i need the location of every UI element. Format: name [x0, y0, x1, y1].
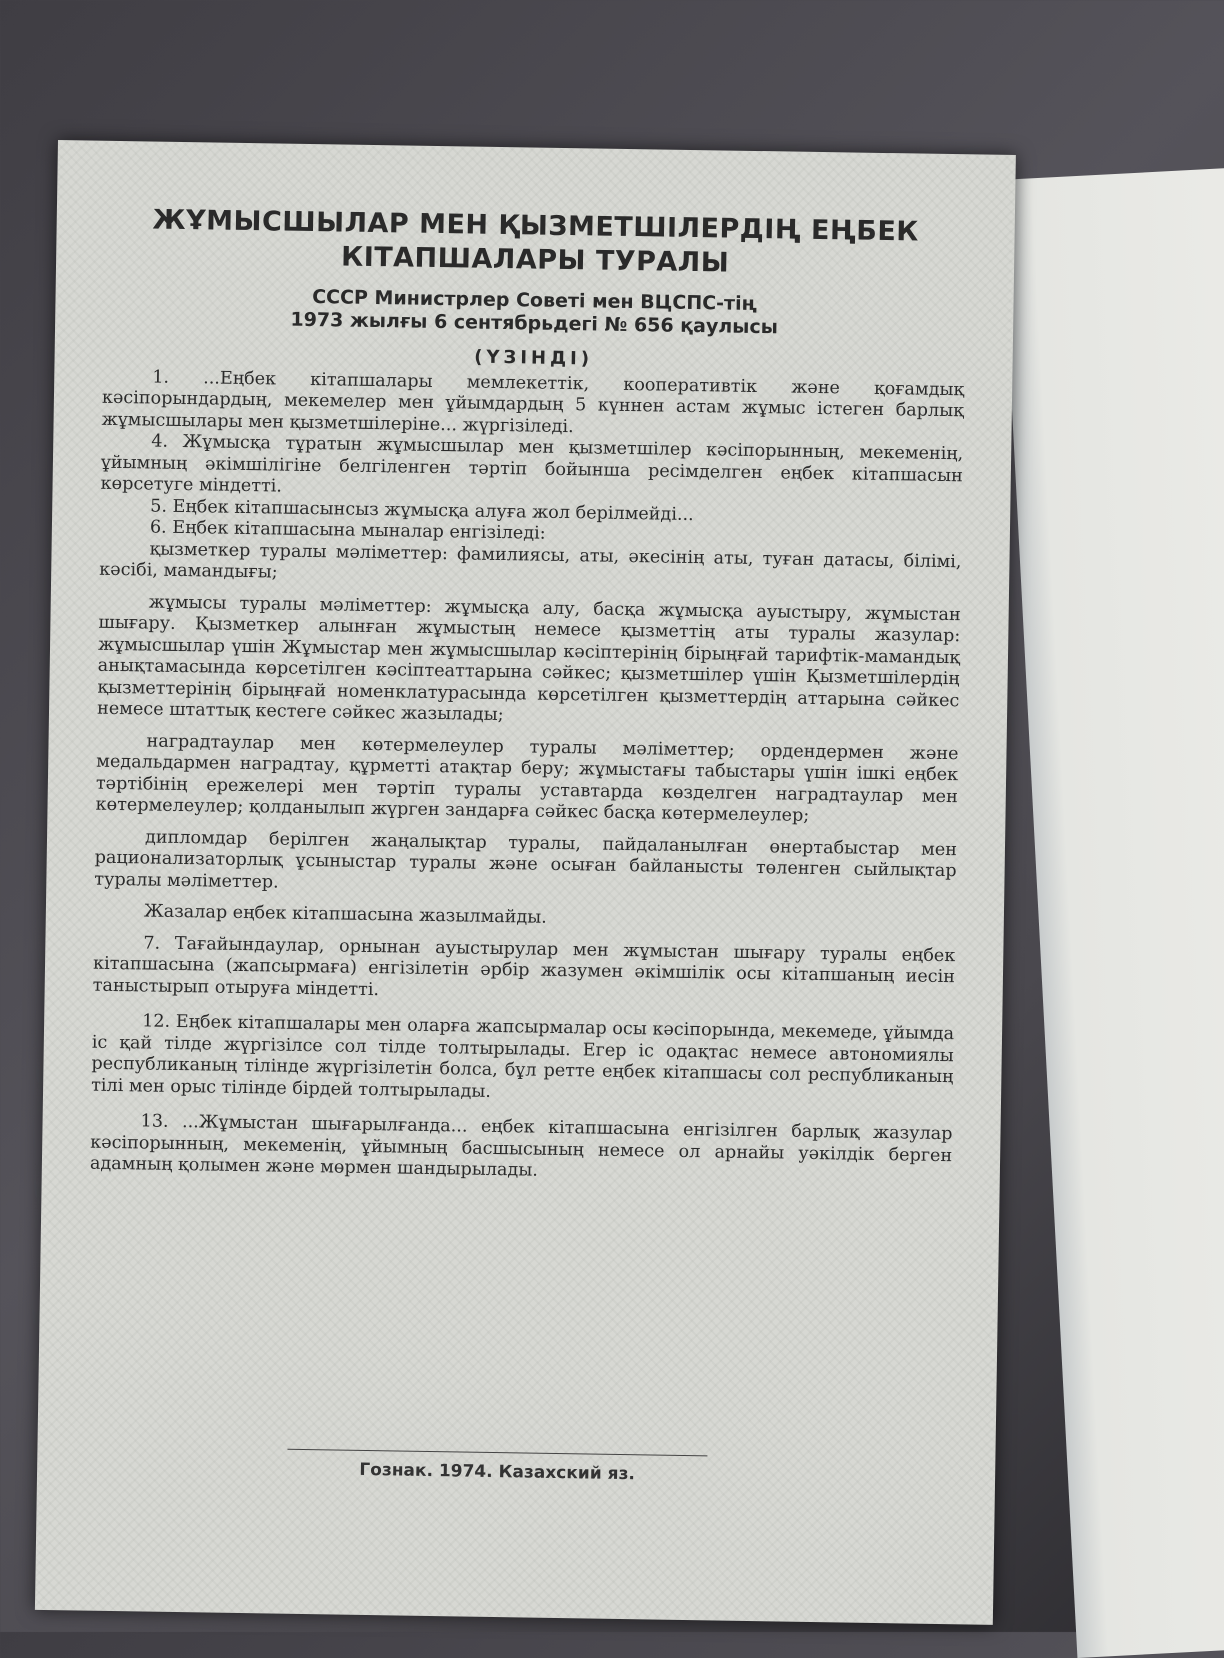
printer-imprint: Гознак. 1974. Казахский яз.	[359, 1459, 636, 1485]
subtitle-line-2: 1973 жылғы 6 сентябрьдегі № 656 қаулысы	[290, 308, 779, 339]
paragraph-diplomas: дипломдар берілген жаңалықтар туралы, пайдаланылған өнертабыстар мен рационализаторлық ұсыныстар туралы және осыған байланысты төленген сыйлықтар туралы мәліметтер.	[94, 826, 958, 893]
paragraph-7: 7. Тағайындаулар, орнынан ауыстырулар мен жұмыстан шығару туралы еңбек кітапшасына (жапсырмаға) енгізілетін әрбір жазумен әкімшілік осы кітапшаның иесін таныстырып отыруға міндетті.	[92, 932, 956, 1000]
document-page	[35, 140, 1016, 1625]
extract-label: (ҮЗІНДІ)	[474, 346, 594, 370]
paragraph-1: 1. ...Еңбек кітапшалары мемлекеттік, кооперативтік және қоғамдық кәсіпорындардың, мекемелер мен ұйымдардың 5 күннен астам жұмыс істеген барлық жұмысшылары мен қызметшілеріне... жүргізіледі.	[101, 367, 965, 437]
paragraph-work-info: жұмысы туралы мәліметтер: жұмысқа алу, басқа жұмысқа ауыстыру, жұмыстан шығару. Қызметкер алынған жұмыстың немесе қызметтің аты туралы жазулар: жұмысшылар үшін Жұмыстар мен жұмысшылар кәсіптерінің бірыңғай тарифтік-мамандық анықтамасында көрсетілген кәсіптеаттарына сәйкес; қызметшілер үшін Қызметшілердің қызметтерінің бірыңғай номенклатурасында көрсетілген қызметтердің аттарына сәйкес немесе штаттық кестеге сәйкес жазылады;	[96, 591, 961, 726]
paragraph-13: 13. ...Жұмыстан шығарылғанда... еңбек кітапшасына енгізілген барлық жазулар кәсіпорынның, мекеменің, ұйымның басшысының немесе ол арнайы уәкілдік берген адамның қолымен және мөрмен шандырылады.	[89, 1111, 953, 1181]
paragraph-awards: наградтаулар мен көтермелеулер туралы мәліметтер; ордендермен және медальдармен наградтау, құрметті атақтар беру; жұмыстағы табыстары үшін ішкі еңбек тәртібінің ережелері мен тәртіп туралы уставтарда көзделген наградтаулар мен көтермелеулер; қолданылып жүрген зандарға сәйкес басқа көтермелеулер;	[95, 730, 959, 826]
paragraph-penalties: Жазалар еңбек кітапшасына жазылмайды.	[143, 901, 548, 928]
title-line-2: КІТАПШАЛАРЫ ТУРАЛЫ	[340, 241, 730, 279]
paragraph-4: 4. Жұмысқа тұратын жұмысшылар мен қызметшілер кәсіпорынның, мекеменің, ұйымның әкімшілігіне белгіленген тәртіп бойынша ресімделген еңбек кітапшасын көрсетуге міндетті.	[100, 431, 964, 497]
paragraph-5: 5. Еңбек кітапшасынсыз жұмысқа алуға жол берілмейді...	[150, 495, 694, 525]
document-title	[104, 203, 967, 285]
facing-blank-page	[1000, 166, 1224, 1658]
paragraph-6: 6. Еңбек кітапшасына мыналар енгізіледі:	[149, 517, 546, 544]
title-line-1: ЖҰМЫСШЫЛАР МЕН ҚЫЗМЕТШІЛЕРДІҢ ЕҢБЕК	[152, 204, 920, 248]
paragraph-12: 12. Еңбек кітапшалары мен оларға жапсырмалар осы кәсіпорында, мекемеде, ұйымда іс қай тілде жүргізілсе сол тілде толтырылады. Егер іс одақтас немесе автономиялы республиканың тілінде жүргізілетін болса, бұл ретте еңбек кітапшасы сол республиканың тілі мен орыс тілінде бірдей толтырылады.	[91, 1011, 955, 1102]
paragraph-employee-info: қызметкер туралы мәліметтер: фамилиясы, аты, әкесінің аты, туған датасы, білімі, кәсібі, мамандығы;	[99, 538, 962, 583]
document-body	[90, 203, 967, 1189]
subtitle-line-1: СССР Министрлер Советі мен ВЦСПС-тің	[311, 286, 758, 315]
footer-divider	[287, 1449, 707, 1457]
